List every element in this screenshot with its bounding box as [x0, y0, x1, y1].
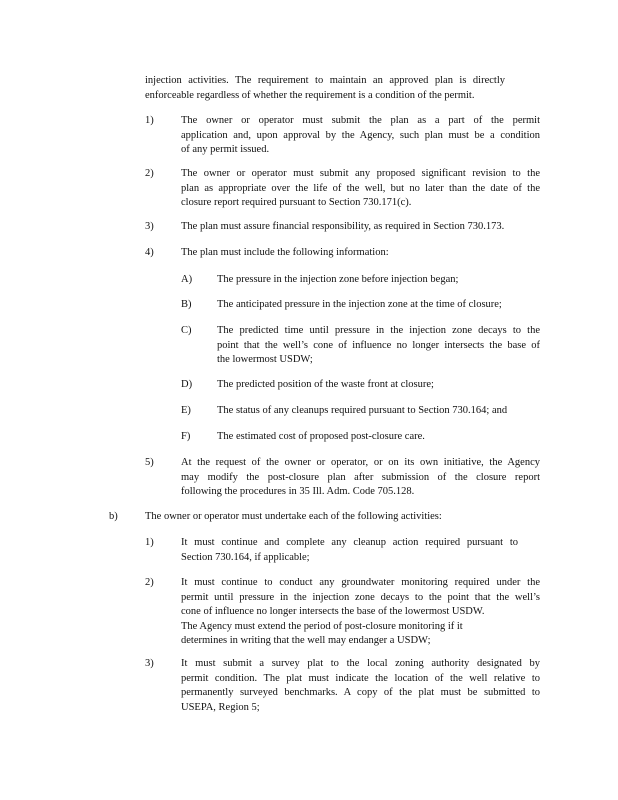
text-line: The plan must include the following information:: [181, 247, 389, 258]
list-item: [181, 220, 540, 235]
text-line: The status of any cleanups required pursuant to Section 730.164; and: [217, 405, 508, 416]
subsection-lead: [145, 510, 540, 525]
text-line: The anticipated pressure in the injection zone at the time of closure;: [217, 299, 502, 310]
text-line: The predicted time until pressure in the injection zone decays to the: [217, 325, 540, 336]
text-line: The Agency must extend the period of post-closure monitoring if it: [181, 620, 463, 632]
text-line: It must continue to conduct any groundwater monitoring required under the: [181, 577, 540, 588]
text-line: The predicted position of the waste front at closure;: [217, 379, 434, 390]
sub-list-item: [217, 324, 540, 368]
item-number: 1): [145, 115, 154, 126]
text-line: point that the well’s cone of influence no longer intersects the base of: [217, 339, 540, 351]
text-line: following the procedures in 35 Ill. Adm. Code 705.128.: [181, 486, 415, 497]
text-line: closure report required pursuant to Section 730.171(c).: [181, 197, 412, 208]
list-item: [181, 246, 540, 261]
text-line: permit until pressure in the injection zone decays to the point that the well’s: [181, 591, 540, 603]
text-line: enforceable regardless of whether the requirement is a condition of the permit.: [145, 89, 475, 101]
text-line: plan as appropriate over the life of the well, but no later than the date of the: [181, 182, 540, 194]
text-line: The plan must assure financial responsibility, as required in Section 730.173.: [181, 221, 505, 232]
text-line: the lowermost USDW;: [217, 354, 313, 365]
text-line: It must continue and complete any cleanup action required pursuant to: [181, 537, 518, 548]
sub-list-item: [217, 298, 540, 313]
item-number: 2): [145, 577, 154, 588]
sub-item-letter: E): [181, 405, 191, 416]
item-number: 3): [145, 221, 154, 232]
sub-list-item: [217, 430, 540, 445]
text-line: injection activities. The requirement to maintain an approved plan is directly: [145, 75, 505, 86]
list-item: [181, 114, 540, 158]
item-number: 2): [145, 168, 154, 179]
subsection-label: b): [109, 511, 118, 522]
text-line: USEPA, Region 5;: [181, 701, 260, 713]
text-line: Section 730.164, if applicable;: [181, 551, 310, 563]
text-line: The estimated cost of proposed post-closure care.: [217, 431, 425, 442]
sub-list-item: [217, 273, 540, 288]
item-number: 1): [145, 537, 154, 548]
sub-item-letter: B): [181, 299, 192, 310]
text-line: cone of influence no longer intersects the base of the lowermost USDW.: [181, 606, 485, 617]
text-line: At the request of the owner or operator, or on its own initiative, the Agency: [181, 457, 540, 468]
sub-item-letter: F): [181, 431, 191, 442]
sub-item-letter: A): [181, 274, 193, 285]
list-item: [181, 576, 540, 649]
item-number: 4): [145, 247, 154, 258]
sub-item-letter: D): [181, 379, 193, 390]
text-line: determines in writing that the well may endanger a USDW;: [181, 635, 431, 646]
text-line: It must submit a survey plat to the local zoning authority designated by: [181, 658, 540, 669]
text-line: The owner or operator must submit any proposed significant revision to the: [181, 168, 540, 179]
item-number: 3): [145, 658, 154, 669]
list-item: [181, 456, 540, 500]
sub-item-letter: C): [181, 325, 192, 336]
text-line: permanently surveyed benchmarks. A copy of the plat must be submitted to: [181, 687, 540, 698]
list-item: [181, 167, 540, 211]
text-line: permit condition. The plat must indicate the location of the well relative to: [181, 672, 540, 684]
list-item: [181, 536, 518, 565]
text-line: The owner or operator must submit the plan as a part of the permit: [181, 115, 540, 126]
sub-list-item: [217, 404, 540, 419]
intro-paragraph: [145, 74, 505, 103]
text-line: The owner or operator must undertake each of the following activities:: [145, 511, 442, 522]
text-line: application and, upon approval by the Agency, such plan must be a condition: [181, 129, 540, 141]
text-line: may modify the post-closure plan after submission of the closure report: [181, 471, 540, 483]
text-line: The pressure in the injection zone before injection began;: [217, 274, 459, 285]
text-line: of any permit issued.: [181, 144, 270, 155]
list-item: [181, 657, 540, 715]
sub-list-item: [217, 378, 540, 393]
item-number: 5): [145, 457, 154, 468]
